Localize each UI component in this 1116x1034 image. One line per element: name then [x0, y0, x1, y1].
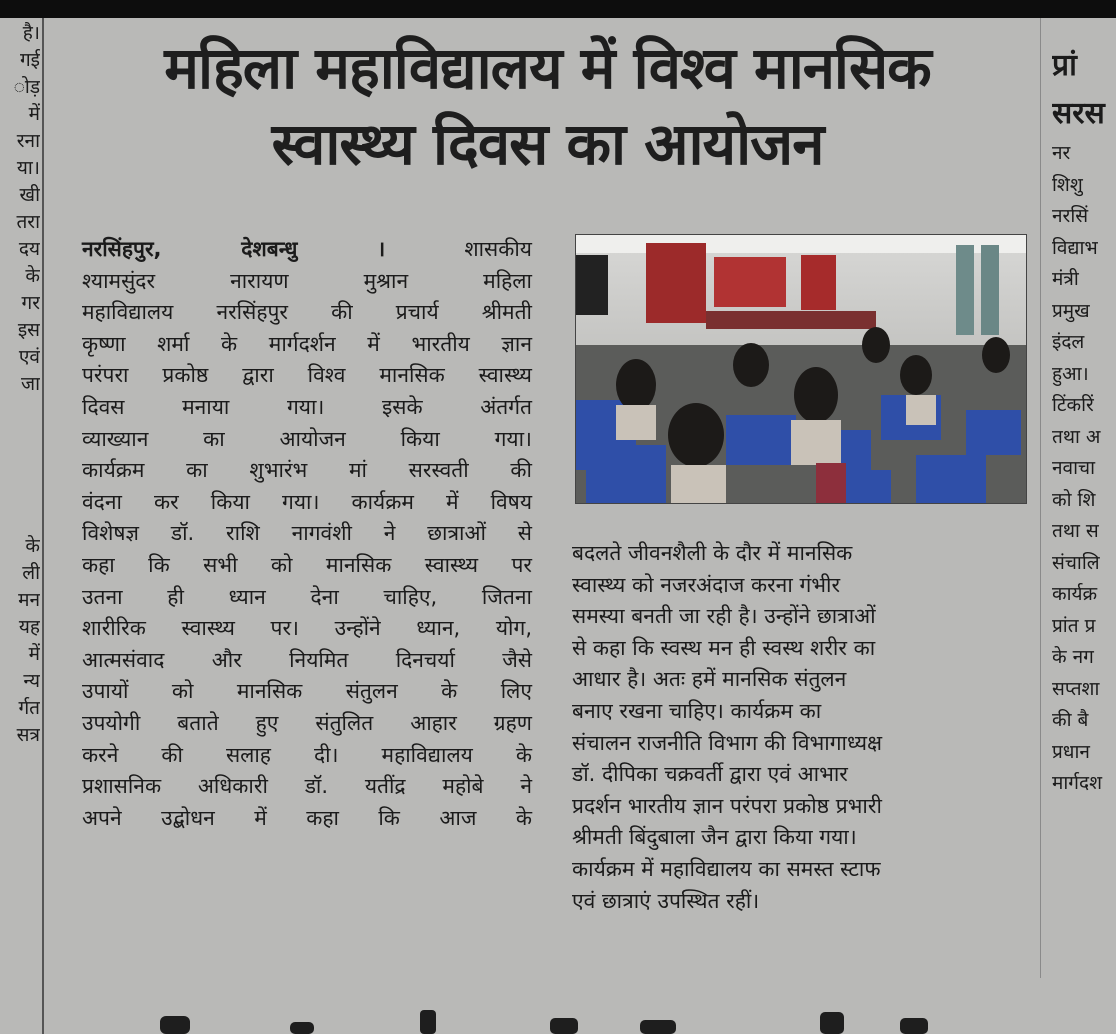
article-line: बनाए रखना चाहिए। कार्यक्रम का: [572, 698, 822, 723]
column-rule-left: [42, 18, 44, 1034]
fragment-line: नर: [1052, 142, 1071, 164]
article-line: महाविद्यालय नरसिंहपुर की प्रचार्य श्रीमती: [82, 300, 532, 325]
top-black-band: [0, 0, 1116, 18]
article-line: करने की सलाह दी। महाविद्यालय के: [82, 742, 532, 767]
left-article-fragment: [0, 20, 40, 749]
fragment-line: तथा अ: [1052, 425, 1101, 448]
fragment-line: तथा स: [1052, 520, 1099, 542]
article-line: शारीरिक स्वास्थ्य पर। उन्होंने ध्यान, योग,: [82, 616, 532, 641]
fragment-line: एवं: [18, 346, 40, 368]
fragment-line: की बै: [1052, 709, 1089, 731]
fragment-line: को शि: [1052, 488, 1096, 511]
article-line: संचालन राजनीति विभाग की विभागाध्यक्ष: [572, 730, 883, 755]
fragment-line: मंत्री: [1052, 268, 1079, 290]
article-line: आधार है। अतः हमें मानसिक संतुलन: [572, 667, 847, 692]
fragment-line: [0, 506, 40, 533]
fragment-line: विद्याभ: [1052, 236, 1098, 259]
article-line: उपयोगी बताते हुए संतुलित आहार ग्रहण: [82, 710, 532, 735]
headline-line-2: स्वास्थ्य दिवस का आयोजन: [271, 110, 824, 178]
article-line: एवं छात्राएं उपस्थित रहीं।: [572, 888, 760, 913]
fragment-line: गर: [21, 292, 40, 314]
article-line: डॉ. दीपिका चक्रवर्ती द्वारा एवं आभार: [572, 762, 848, 787]
fragment-line: नवाचा: [1052, 457, 1096, 479]
article-line: आत्मसंवाद और नियमित दिनचर्या जैसे: [82, 647, 532, 672]
fragment-line: [0, 398, 40, 425]
article-line: परंपरा प्रकोष्ठ द्वारा विश्व मानसिक स्वास्थ्य: [82, 363, 532, 388]
fragment-line: तरा: [16, 211, 40, 233]
fragment-line: नरसिं: [1052, 205, 1089, 227]
article-line: प्रशासनिक अधिकारी डॉ. यतींद्र महोबे ने: [82, 774, 532, 799]
fragment-line: [0, 452, 40, 479]
fragment-line: न्य: [23, 670, 40, 692]
fragment-line: कार्यक्र: [1052, 583, 1098, 605]
fragment-line: मन: [18, 589, 40, 611]
article-line: श्यामसुंदर नारायण मुश्रान महिला: [82, 268, 532, 293]
article-line: [82, 234, 532, 266]
article-dateline: नरसिंहपुर, देशबन्धु ।: [82, 237, 386, 261]
article-line: प्रदर्शन भारतीय ज्ञान परंपरा प्रकोष्ठ प्रभारी: [572, 793, 882, 818]
article-line: उतना ही ध्यान देना चाहिए, जितना: [82, 584, 532, 609]
fragment-line: इंदल: [1052, 331, 1085, 353]
article-line: से कहा कि स्वस्थ मन ही स्वस्थ शरीर का: [572, 635, 876, 660]
fragment-line: प्रांत प्र: [1052, 614, 1096, 637]
fragment-line: में: [28, 103, 40, 125]
article-body-right-column: [572, 538, 1027, 917]
fragment-line: सत्र: [16, 724, 40, 746]
fragment-line: र्गत: [18, 697, 40, 719]
fragment-line: जा: [20, 373, 40, 395]
fragment-line: प्रमुख: [1052, 299, 1090, 322]
right-heading-line: सरस: [1052, 96, 1105, 131]
fragment-line: [0, 479, 40, 506]
fragment-line: हुआ।: [1052, 362, 1089, 385]
fragment-line: दय: [18, 238, 40, 260]
fragment-line: में: [28, 643, 40, 665]
fragment-line: खी: [19, 184, 40, 206]
headline-line-1: महिला महाविद्यालय में विश्व मानसिक: [164, 34, 931, 102]
article-line: कहा कि सभी को मानसिक स्वास्थ्य पर: [82, 552, 532, 577]
fragment-line: ली: [22, 562, 40, 584]
fragment-line: मार्गदश: [1052, 772, 1102, 794]
right-heading-line: प्रां: [1052, 48, 1077, 83]
fragment-line: यह: [18, 616, 40, 638]
event-photo: [575, 234, 1027, 504]
article-line: समस्या बनती जा रही है। उन्होंने छात्राओं: [572, 604, 876, 629]
fragment-line: शिशु: [1052, 173, 1083, 196]
fragment-line: गई: [19, 49, 40, 71]
fragment-line: ोड़: [13, 76, 40, 98]
fragment-line: [0, 425, 40, 452]
fragment-line: रना: [16, 130, 40, 152]
fragment-line: या।: [16, 157, 40, 179]
fragment-line: है।: [22, 22, 40, 44]
article-body-left-column: [82, 234, 532, 834]
article-line: स्वास्थ्य को नजरअंदाज करना गंभीर: [572, 572, 841, 597]
fragment-line: सप्तशा: [1052, 677, 1100, 700]
right-article-fragment: [1052, 42, 1116, 800]
article-line: उपायों को मानसिक संतुलन के लिए: [82, 679, 532, 704]
article-line: अपने उद्बोधन में कहा कि आज के: [82, 805, 532, 830]
fragment-line: के नग: [1052, 646, 1094, 668]
article-line: विशेषज्ञ डॉ. राशि नागवंशी ने छात्राओं से: [82, 521, 532, 546]
article-line-text: शासकीय: [464, 237, 532, 261]
article-line: कृष्णा शर्मा के मार्गदर्शन में भारतीय ज्ञान: [82, 331, 532, 356]
fragment-line: प्रधान: [1052, 740, 1090, 763]
article-line: बदलते जीवनशैली के दौर में मानसिक: [572, 541, 853, 565]
article-line: व्याख्यान का आयोजन किया गया।: [82, 426, 532, 451]
fragment-line: इस: [17, 319, 40, 341]
article-headline: [60, 30, 1035, 182]
fragment-line: टिंकरिं: [1052, 394, 1094, 416]
article-line: दिवस मनाया गया। इसके अंतर्गत: [82, 394, 532, 419]
article-line: वंदना कर किया गया। कार्यक्रम में विषय: [82, 489, 532, 514]
article-line: श्रीमती बिंदुबाला जैन द्वारा किया गया।: [572, 825, 857, 850]
column-rule-right: [1040, 18, 1041, 978]
fragment-line: संचालि: [1052, 551, 1100, 574]
fragment-line: के: [25, 265, 40, 287]
article-line: कार्यक्रम में महाविद्यालय का समस्त स्टाफ: [572, 856, 881, 881]
next-headline-fragment: [120, 1008, 940, 1034]
fragment-line: के: [25, 535, 40, 557]
article-line: कार्यक्रम का शुभारंभ मां सरस्वती की: [82, 458, 532, 483]
